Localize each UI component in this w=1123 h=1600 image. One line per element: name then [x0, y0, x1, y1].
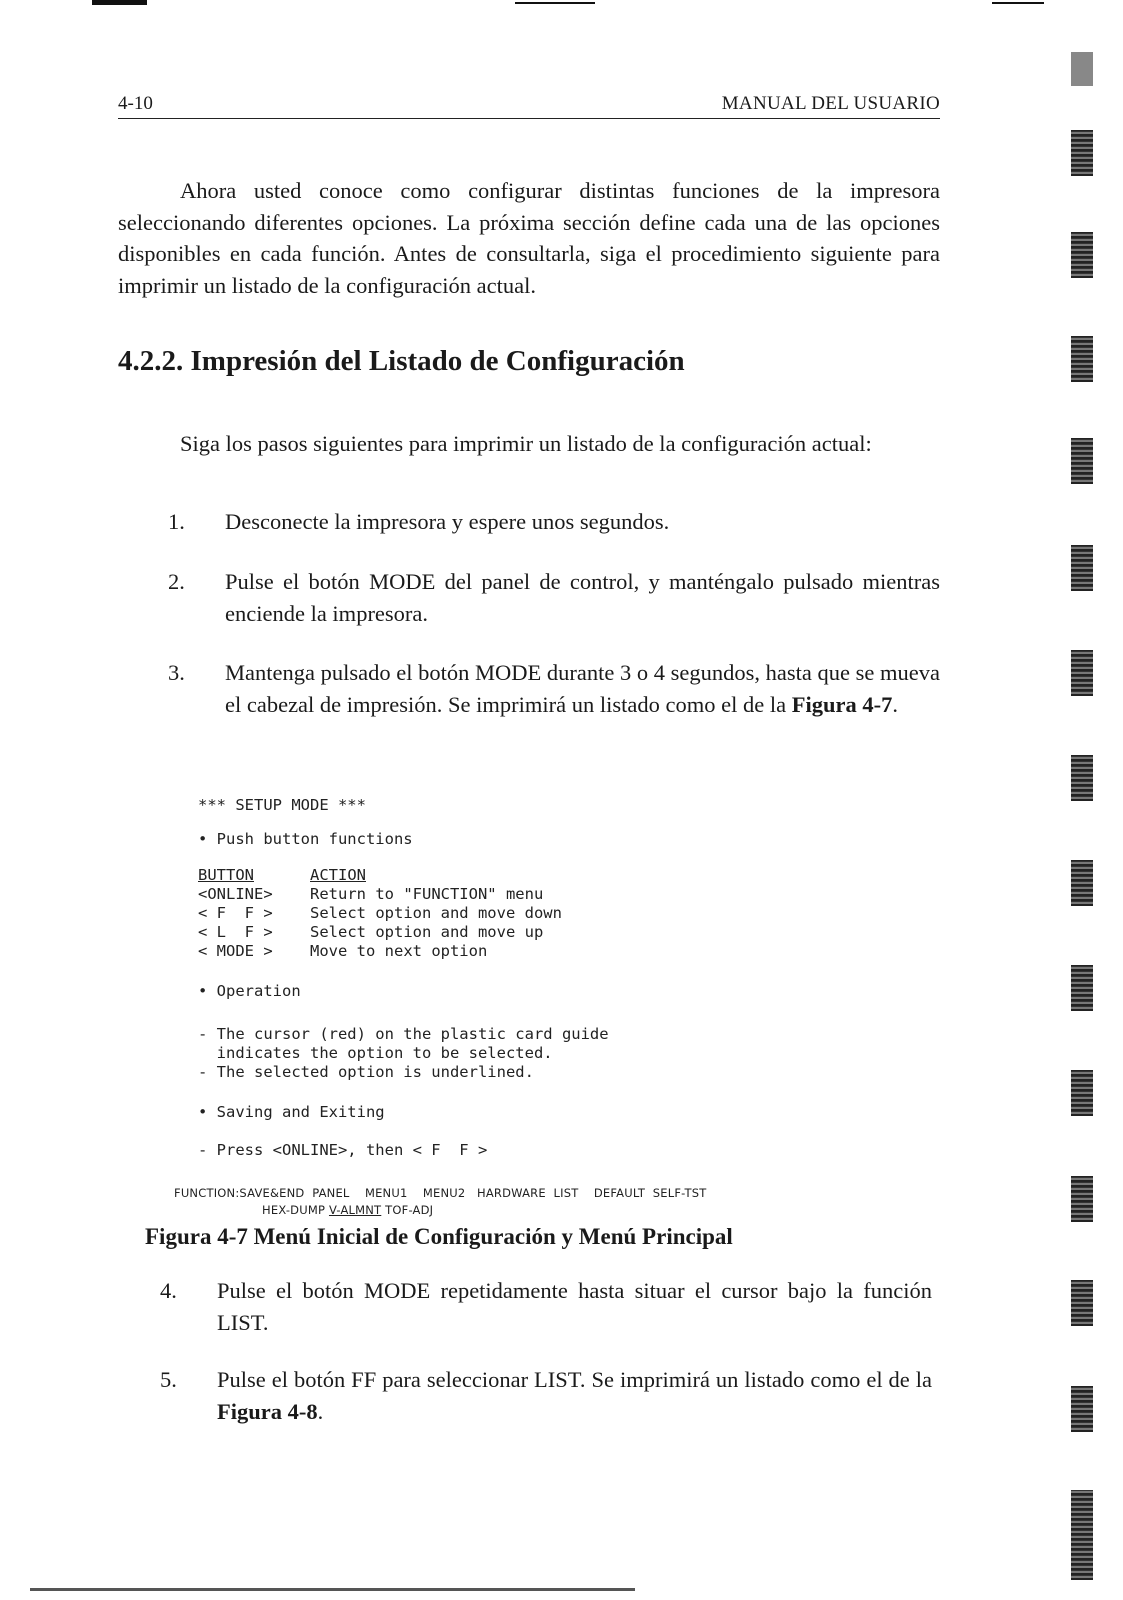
- step-text-end: .: [317, 1398, 324, 1424]
- step-3: [168, 657, 940, 720]
- step-4: [160, 1275, 932, 1338]
- menu-item: HEX-DUMP: [262, 1203, 329, 1217]
- edge-mark: [1071, 860, 1093, 906]
- section-heading: 4.2.2. Impresión del Listado de Configuración: [118, 345, 685, 377]
- edge-mark: [1071, 130, 1093, 176]
- step-number: 2.: [168, 569, 185, 594]
- edge-mark: [1071, 1280, 1093, 1326]
- figure-row-button: <ONLINE>: [198, 885, 273, 903]
- edge-mark: [1071, 1386, 1093, 1432]
- figure-col-action: ACTION: [310, 866, 366, 884]
- scan-bar-top-center: [515, 2, 595, 4]
- page-header: [118, 92, 940, 119]
- edge-mark: [1071, 545, 1093, 591]
- scan-bar-bottom: [30, 1588, 635, 1591]
- figure-row-button: < F F >: [198, 904, 273, 922]
- figure-menu-line-2: [262, 1203, 433, 1217]
- step-text-wrap: [225, 657, 940, 720]
- step-text: Pulse el botón FF para seleccionar LIST. Se imprimirá un listado como el de la: [217, 1367, 932, 1392]
- figure-row-action: Move to next option: [310, 942, 488, 960]
- page-number: 4-10: [118, 93, 153, 114]
- figure-bullet-push: • Push button functions: [198, 830, 413, 848]
- figure-row-action: Select option and move down: [310, 904, 562, 922]
- running-title: MANUAL DEL USUARIO: [721, 93, 940, 114]
- edge-mark: [1071, 52, 1093, 86]
- figure-row-button: < L F >: [198, 923, 273, 941]
- figure-caption: Figura 4-7 Menú Inicial de Configuración y Menú Principal: [145, 1224, 733, 1249]
- edge-mark: [1071, 438, 1093, 484]
- edge-mark: [1071, 965, 1093, 1011]
- figure-reference: Figura 4-7: [791, 691, 893, 717]
- figure-bullet-saving: • Saving and Exiting: [198, 1103, 385, 1121]
- step-text: Mantenga pulsado el botón MODE durante 3 o 4 segundos, hasta que se mueva el cabezal de impresión. Se imprimirá un listado como el de la: [225, 660, 940, 717]
- menu-item: TOF-ADJ: [381, 1203, 434, 1217]
- step-text: Pulse el botón MODE repetidamente hasta situar el cursor bajo la función LIST.: [217, 1278, 932, 1335]
- step-number: 5.: [160, 1367, 177, 1392]
- figure-menu-line-1: FUNCTION:SAVE&END PANEL MENU1 MENU2 HARDWARE LIST DEFAULT SELF-TST: [174, 1186, 707, 1200]
- steps-intro: Siga los pasos siguientes para imprimir un listado de la configuración actual:: [180, 431, 872, 456]
- scan-edge-marks: [1043, 0, 1123, 1600]
- figure-reference: Figura 4-8: [217, 1398, 318, 1424]
- step-text-wrap: [217, 1364, 932, 1427]
- scan-bar-top-right: [992, 2, 1044, 4]
- intro-paragraph: Ahora usted conoce como configurar distintas funciones de la impresora seleccionando diferentes opciones. La próxima sección define cada una de las opciones disponibles en cada función. Antes de consultarla, siga el procedimiento siguiente para imprimir un listado de la configuración actual.: [118, 178, 940, 298]
- edge-mark: [1071, 755, 1093, 801]
- figure-op-line: indicates the option to be selected.: [198, 1044, 553, 1062]
- menu-item-selected: V-ALMNT: [328, 1203, 382, 1217]
- edge-mark: [1071, 1490, 1093, 1580]
- step-number: 4.: [160, 1278, 177, 1303]
- edge-mark: [1071, 336, 1093, 382]
- step-text-end: .: [892, 691, 898, 717]
- edge-mark: [1071, 650, 1093, 696]
- figure-bullet-operation: • Operation: [198, 982, 301, 1000]
- step-number: 1.: [168, 509, 185, 534]
- step-1: [168, 506, 940, 538]
- scan-bar-top-left: [92, 0, 147, 5]
- step-5: [160, 1364, 932, 1427]
- step-text: Pulse el botón MODE del panel de control, y manténgalo pulsado mientras enciende la impresora.: [225, 569, 940, 626]
- figure-row-button: < MODE >: [198, 942, 273, 960]
- step-2: [168, 566, 940, 629]
- step-text: Desconecte la impresora y espere unos segundos.: [225, 509, 670, 534]
- edge-mark: [1071, 1176, 1093, 1222]
- figure-title: *** SETUP MODE ***: [198, 796, 366, 814]
- figure-row-action: Return to "FUNCTION" menu: [310, 885, 544, 903]
- figure-op-line: - The selected option is underlined.: [198, 1063, 534, 1081]
- figure-op-line: - The cursor (red) on the plastic card guide: [198, 1025, 609, 1043]
- figure-saving-line: - Press <ONLINE>, then < F F >: [198, 1141, 488, 1159]
- edge-mark: [1071, 232, 1093, 278]
- step-number: 3.: [168, 660, 185, 685]
- figure-row-action: Select option and move up: [310, 923, 544, 941]
- figure-col-button: BUTTON: [198, 866, 254, 884]
- edge-mark: [1071, 1070, 1093, 1116]
